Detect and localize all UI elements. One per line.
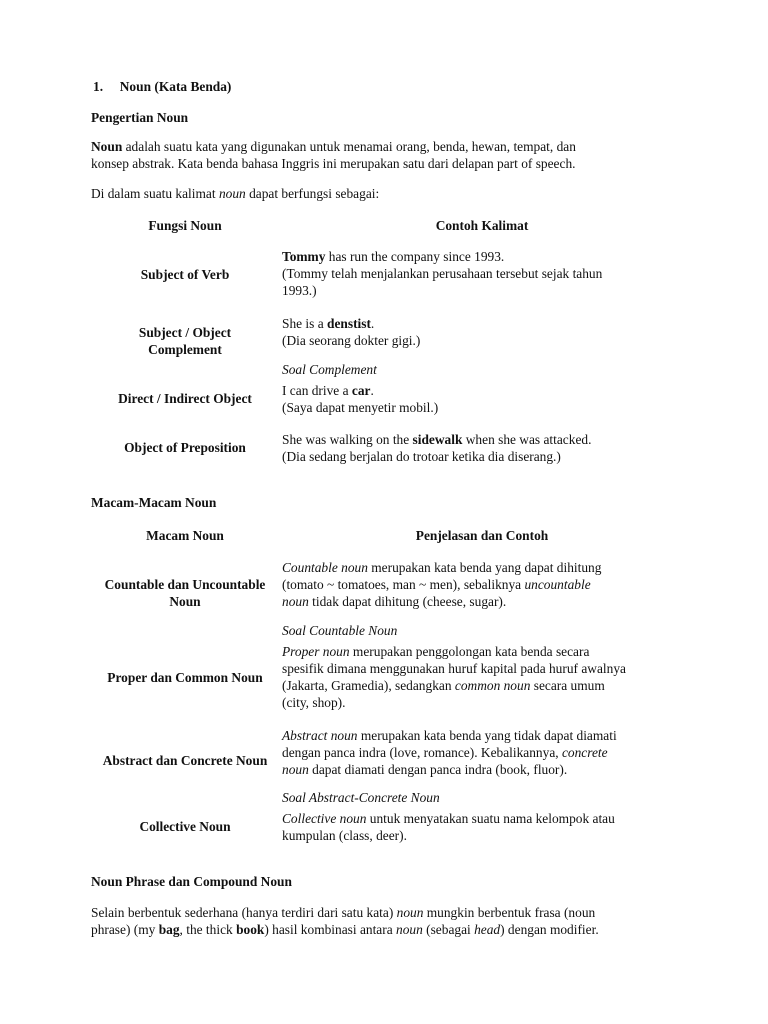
soal-abstract-concrete-link[interactable]: Soal Abstract-Concrete Noun <box>282 790 440 805</box>
row-label: Abstract dan Concrete Noun <box>102 753 268 768</box>
header-fungsi-noun: Fungsi Noun <box>148 218 222 233</box>
row-label: Subject / Object Complement <box>138 325 232 357</box>
row-label: Subject of Verb <box>140 267 230 282</box>
term-noun: Noun <box>91 139 123 154</box>
definition-paragraph: Noun adalah suatu kata yang digunakan untuk menamai orang, benda, hewan, tempat, dan konsep abstrak. Kata benda bahasa Inggris ini merupakan satu dari delapan part of speech. <box>91 139 576 171</box>
row-label: Object of Preposition <box>124 440 246 455</box>
row-label: Direct / Indirect Object <box>118 391 252 406</box>
row-label: Countable dan Uncountable Noun <box>104 577 266 609</box>
heading-macam-macam-noun: Macam-Macam Noun <box>91 495 217 510</box>
section-title-text: Noun (Kata Benda) <box>119 79 232 94</box>
row-example: I can drive a car. (Saya dapat menyetir mobil.) <box>282 383 439 415</box>
header-macam-noun: Macam Noun <box>146 528 224 543</box>
soal-complement-link[interactable]: Soal Complement <box>282 362 377 377</box>
header-penjelasan: Penjelasan dan Contoh <box>415 528 549 543</box>
heading-noun-phrase: Noun Phrase dan Compound Noun <box>91 874 292 889</box>
row-explanation: Collective noun untuk menyatakan suatu nama kelompok atau kumpulan (class, deer). <box>282 811 615 843</box>
header-contoh-kalimat: Contoh Kalimat <box>435 218 529 233</box>
noun-phrase-paragraph: Selain berbentuk sederhana (hanya terdiri dari satu kata) noun mungkin berbentuk frasa (noun phrase) (my bag, the thick book) hasil kombinasi antara noun (sebagai head) dengan modifier. <box>91 905 599 937</box>
row-example: She is a denstist. (Dia seorang dokter gigi.) <box>282 316 421 348</box>
row-explanation: Abstract noun merupakan kata benda yang tidak dapat diamati dengan panca indra (love, romance). Kebalikannya, concrete noun dapat diamati dengan panca indra (book, fluor). <box>282 728 617 777</box>
section-number: 1. <box>93 79 104 94</box>
row-explanation: Countable noun merupakan kata benda yang dapat dihitung (tomato ~ tomatoes, man ~ men), sebaliknya uncountable noun tidak dapat dihitung (cheese, sugar). <box>282 560 602 609</box>
intro-line: Di dalam suatu kalimat noun dapat berfungsi sebagai: <box>91 186 380 201</box>
row-label: Collective Noun <box>139 819 231 834</box>
row-example: Tommy has run the company since 1993. (Tommy telah menjalankan perusahaan tersebut sejak tahun 1993.) <box>282 249 603 298</box>
row-example: She was walking on the sidewalk when she was attacked. (Dia sedang berjalan do trotoar ketika dia diserang.) <box>282 432 592 464</box>
soal-countable-noun-link[interactable]: Soal Countable Noun <box>282 623 398 638</box>
section-title <box>93 78 231 95</box>
row-label: Proper dan Common Noun <box>107 670 263 685</box>
row-explanation: Proper noun merupakan penggolongan kata benda secara spesifik dimana menggunakan huruf kapital pada huruf awalnya (Jakarta, Gramedia), sedangkan common noun secara umum (city, shop). <box>282 644 626 710</box>
heading-pengertian: Pengertian Noun <box>91 110 189 125</box>
